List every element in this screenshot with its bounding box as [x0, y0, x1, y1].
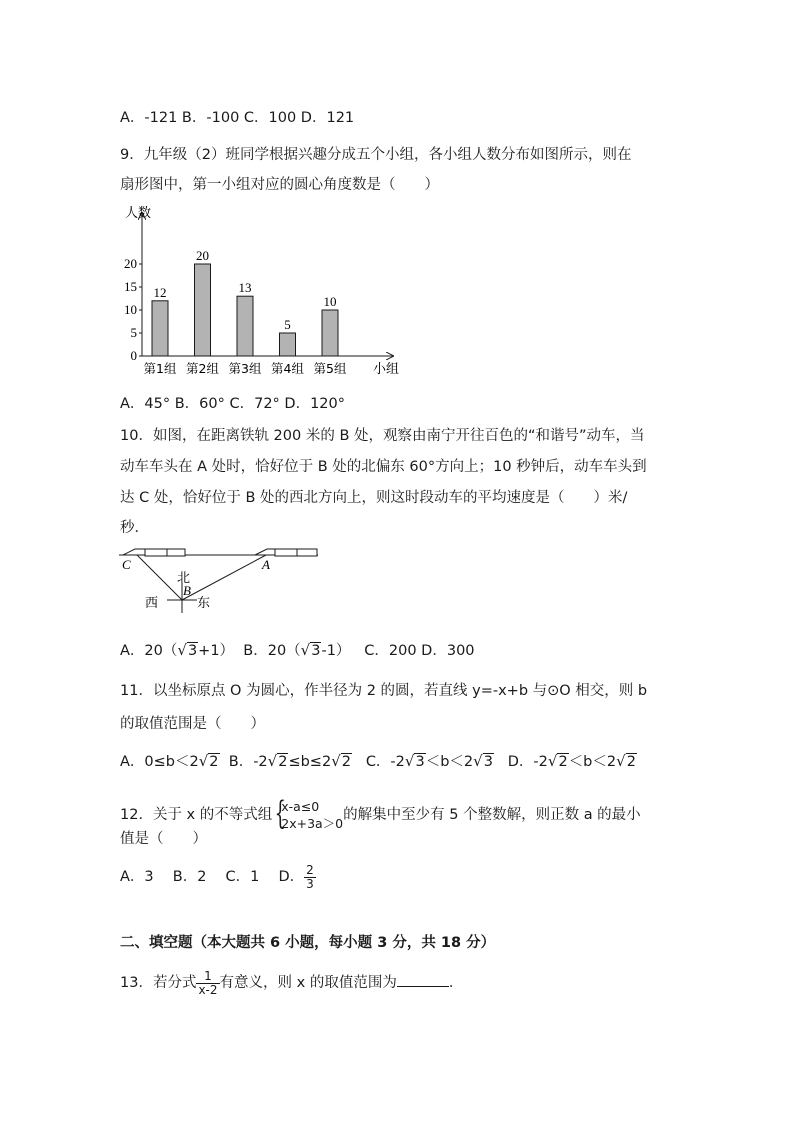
bar-chart — [115, 203, 410, 383]
q9-options: A．45° B．60° C．72° D．120° — [120, 396, 346, 412]
q11-opt-d-mid: ＜b＜2 — [568, 754, 617, 770]
y-tick-label: 15 — [124, 279, 137, 294]
category-label: 第5组 — [313, 361, 347, 376]
y-tick-label: 5 — [130, 325, 137, 340]
bar — [195, 264, 211, 356]
q10-opt-cd: C．200 D．300 — [364, 643, 475, 659]
answer-blank[interactable] — [397, 972, 449, 987]
q12-options-text: A．3 B．2 C．1 D． — [120, 869, 305, 885]
q10-stem-line2: 动车车头在 A 处时，恰好位于 B 处的北偏东 60°方向上；10 秒钟后，动车车头到 — [120, 459, 647, 475]
y-tick-label: 10 — [124, 302, 137, 317]
bar — [322, 310, 338, 356]
q10-opt-b-post: -1） — [321, 643, 351, 659]
y-tick-label: 20 — [124, 256, 137, 271]
sqrt-symbol: √3 — [473, 752, 493, 770]
point-a-label: A — [262, 557, 270, 572]
q11-stem-line2: 的取值范围是（ ） — [120, 716, 265, 732]
q11-opt-b: B．-2 — [228, 754, 268, 770]
q13-end: ． — [448, 975, 464, 991]
bar-value-label: 5 — [284, 317, 291, 332]
q11-stem-line1: 11．以坐标原点 O 为圆心，作半径为 2 的圆，若直线 y=-x+b 与⊙O 相交，则 b — [120, 683, 648, 699]
sqrt-symbol: √3 — [300, 641, 321, 659]
bar — [152, 301, 168, 356]
q10-stem-line3: 达 C 处，恰好位于 B 处的西北方向上，则这时段动车的平均速度是（ ）米/ — [120, 490, 628, 506]
q9-stem-line2: 扇形图中，第一小组对应的圆心角度数是（ ） — [120, 177, 439, 193]
category-label: 第2组 — [186, 361, 219, 376]
q10-opt-a-pre: A．20（ — [120, 643, 178, 659]
point-b-label: B — [183, 583, 191, 598]
y-axis-title: 人数 — [125, 206, 152, 221]
east-label: 东 — [197, 596, 211, 611]
bar-value-label: 13 — [238, 280, 252, 296]
y-tick-label: 0 — [130, 348, 137, 363]
railway-diagram — [115, 545, 325, 615]
bar-value-label: 10 — [323, 294, 337, 309]
inequality-system: { x-a≤0 2x+3a＞0 — [274, 794, 344, 832]
bar — [237, 296, 253, 356]
sqrt-symbol: √2 — [331, 752, 351, 770]
q11-options — [120, 751, 637, 772]
q12-stem-line2: 值是（ ） — [120, 831, 207, 847]
fraction: $\frac{2}{3}$ — [306, 862, 314, 891]
category-label: 第1组 — [143, 361, 177, 376]
sqrt-symbol: √2 — [198, 752, 219, 770]
q9-stem-line1: 9．九年级（2）班同学根据兴趣分成五个小组，各小组人数分布如图所示，则在 — [120, 147, 632, 163]
q11-opt-a: A．0≤b＜2 — [120, 754, 199, 770]
sqrt-symbol: √2 — [547, 752, 568, 770]
q13-stem — [120, 966, 463, 1000]
q10-stem-line4: 秒． — [120, 520, 149, 536]
inequality-2: 2x+3a＞0 — [281, 816, 344, 831]
category-label: 第4组 — [271, 361, 304, 376]
sqrt-symbol: √3 — [177, 641, 198, 659]
sqrt-symbol: √2 — [616, 752, 636, 770]
bar — [280, 333, 296, 356]
q11-opt-d: D．-2 — [507, 754, 548, 770]
q13-pre: 13．若分式 — [120, 975, 197, 991]
point-c-label: C — [122, 557, 131, 572]
sqrt-symbol: √2 — [267, 752, 288, 770]
north-label: 北 — [177, 571, 191, 586]
category-label: 第3组 — [228, 361, 262, 376]
sqrt-symbol: √3 — [404, 752, 425, 770]
west-label: 西 — [145, 596, 159, 611]
q10-options — [120, 640, 475, 661]
q8-options: A．-121 B．-100 C．100 D．121 — [120, 110, 355, 126]
fraction: $\frac{1}{x-2}$ — [198, 968, 218, 997]
q13-post: 有意义，则 x 的取值范围为 — [219, 975, 397, 991]
q11-opt-b-mid: ≤b≤2 — [288, 754, 332, 770]
section-heading: 二、填空题（本大题共 6 小题，每小题 3 分，共 18 分） — [120, 935, 496, 951]
q12-options — [120, 862, 316, 892]
q12-stem-post: 的解集中至少有 5 个整数解，则正数 a 的最小 — [343, 807, 641, 823]
bar-value-label: 12 — [153, 284, 167, 300]
x-axis-title: 小组 — [373, 362, 400, 377]
q11-opt-c-mid: ＜b＜2 — [425, 754, 474, 770]
q10-opt-b-pre: B．20（ — [243, 643, 301, 659]
inequality-1: x-a≤0 — [281, 799, 320, 814]
bar-value-label: 20 — [196, 248, 209, 263]
q10-opt-a-post: +1） — [198, 643, 235, 659]
q12-stem-pre: 12．关于 x 的不等式组 — [120, 807, 273, 823]
q11-opt-c: C．-2 — [365, 754, 405, 770]
q10-stem-line1: 10．如图，在距离铁轨 200 米的 B 处，观察由南宁开往百色的“和谐号”动车，当 — [120, 428, 645, 444]
